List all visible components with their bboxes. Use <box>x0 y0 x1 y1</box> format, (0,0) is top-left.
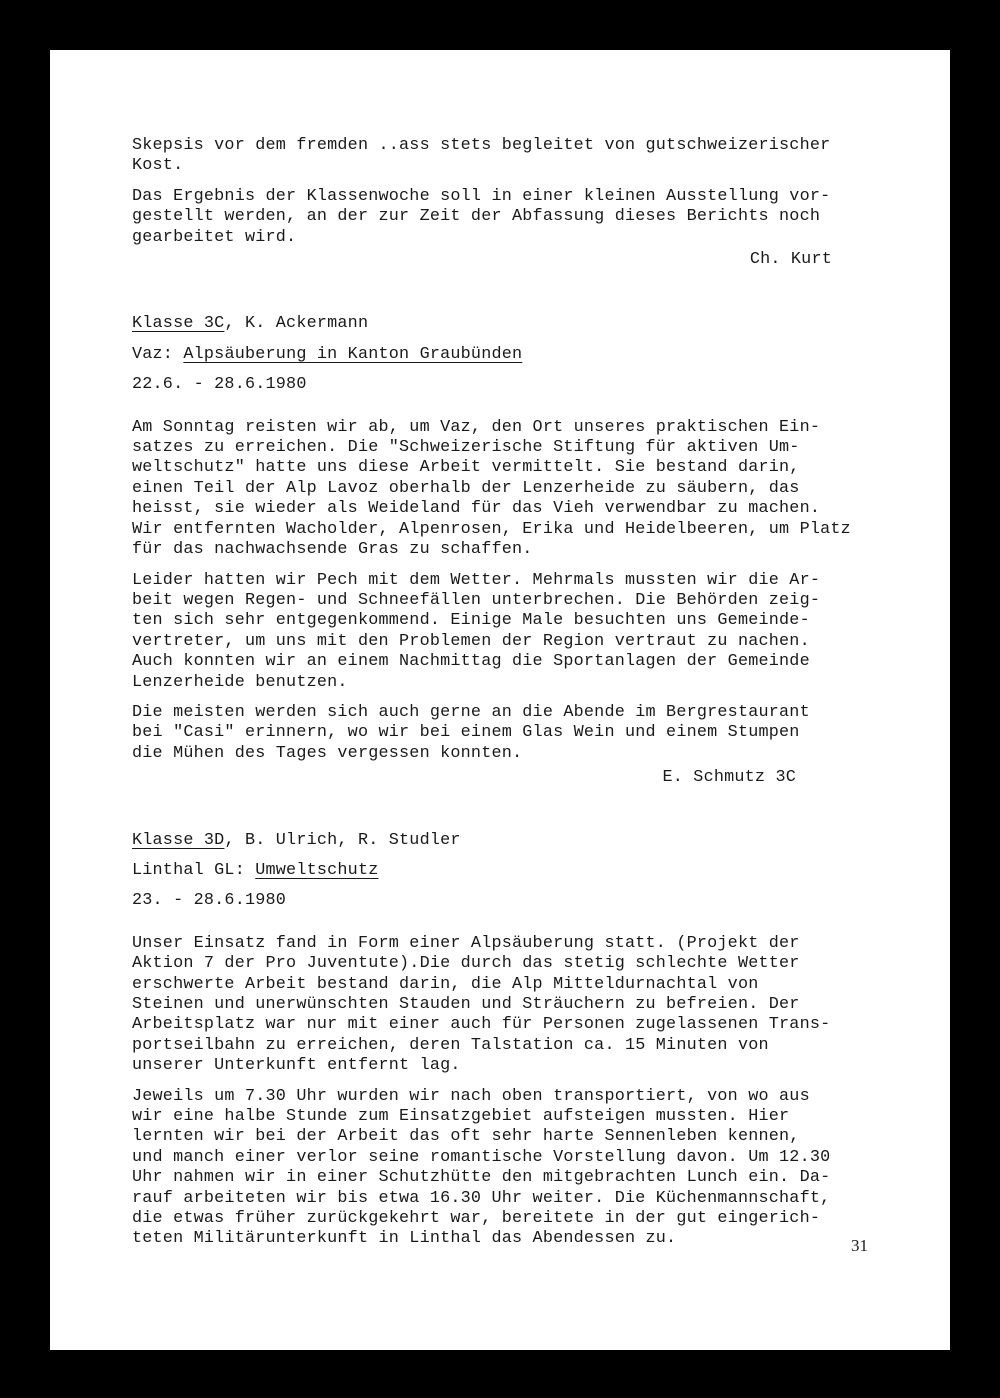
document-body <box>132 136 892 1260</box>
section-3d-class-label: Klasse 3D <box>132 830 225 850</box>
intro-paragraph-2: Das Ergebnis der Klassenwoche soll in einer kleinen Ausstellung vor- gestellt werden, an der zur Zeit der Abfassung dieses Berichts noch gearbeitet wird. <box>132 186 831 247</box>
section-3d-project: Umweltschutz <box>255 860 379 880</box>
section-3c-class-line <box>132 314 892 334</box>
section-3c-dates: 22.6. - 28.6.1980 <box>132 375 307 395</box>
section-3d-project-line <box>132 861 892 881</box>
section-3c-signature: E. Schmutz 3C <box>662 768 796 788</box>
section-3c-paragraph-2: Leider hatten wir Pech mit dem Wetter. Mehrmals mussten wir die Ar- beit wegen Regen- und Schneefällen unterbrechen. Die Behörden zeig- ten sich sehr entgegenkommend. Einige Male besuchten uns Gemeinde- vertreter, um uns mit den Problemen der Region vertraut zu nachen. Auch konnten wir an einem Nachmittag die Sportanlagen der Gemeinde Lenzerheide benutzen. <box>132 570 821 692</box>
section-3c-paragraph-1: Am Sonntag reisten wir ab, um Vaz, den Ort unseres praktischen Ein- satzes zu erreichen. Die "Schweizerische Stiftung für aktiven Um- weltschutz" hatte uns diese Arbeit vermittelt. Sie bestand darin, einen Teil der Alp Lavoz oberhalb der Lenzerheide zu säubern, das heisst, sie wieder als Weideland für das Vieh verwendbar zu machen. Wir entfernten Wacholder, Alpenrosen, Erika und Heidelbeeren, um Platz für das nachwachsende Gras zu schaffen. <box>132 417 851 560</box>
section-3d-dates: 23. - 28.6.1980 <box>132 891 287 911</box>
section-3d-paragraph-2: Jeweils um 7.30 Uhr wurden wir nach oben transportiert, von wo aus wir eine halbe Stunde zum Einsatzgebiet aufsteigen mussten. Hier lernten wir bei der Arbeit das oft sehr harte Sennenleben kennen, und manch einer verlor seine romantische Vorstellung davon. Um 12.30 Uhr nahmen wir in einer Schutzhütte den mitgebrachten Lunch ein. Da- rauf arbeiteten wir bis etwa 16.30 Uhr weiter. Die Küchenmannschaft, die etwas früher zurückgekehrt war, bereitete in der gut eingerich- teten Militärunterkunft in Linthal das Abendessen zu. <box>132 1086 831 1249</box>
intro-signature: Ch. Kurt <box>749 250 832 270</box>
section-3c-place: Vaz: <box>132 344 184 364</box>
section-3c-paragraph-3: Die meisten werden sich auch gerne an die Abende im Bergrestaurant bei "Casi" erinnern, wo wir bei einem Glas Wein und einem Stumpen die Mühen des Tages vergessen konnten. <box>132 702 810 763</box>
section-3d-place: Linthal GL: <box>132 860 256 880</box>
section-3c-project-line <box>132 345 892 365</box>
section-3c <box>132 314 892 788</box>
document-page <box>50 50 950 1350</box>
intro-paragraph-1: Skepsis vor dem fremden ..ass stets begleitet von gutschweizerischer Kost. <box>132 136 831 176</box>
section-3d <box>132 831 892 1250</box>
section-3c-teachers: , K. Ackermann <box>224 314 369 334</box>
section-3d-teachers: , B. Ulrich, R. Studler <box>224 830 461 850</box>
section-3c-project: Alpsäuberung in Kanton Graubünden <box>183 344 523 364</box>
section-3d-class-line <box>132 831 892 851</box>
page-number: 31 <box>851 1236 868 1255</box>
section-3c-class-label: Klasse 3C <box>132 314 225 334</box>
section-3d-paragraph-1: Unser Einsatz fand in Form einer Alpsäuberung statt. (Projekt der Aktion 7 der Pro Juventute).Die durch das stetig schlechte Wetter erschwerte Arbeit bestand darin, die Alp Mitteldurnachtal von Steinen und unerwünschten Stauden und Sträuchern zu befreien. Der Arbeitsplatz war nur mit einer auch für Personen zugelassenen Trans- portseilbahn zu erreichen, deren Talstation ca. 15 Minuten von unserer Unterkunft entfernt lag. <box>132 933 831 1076</box>
